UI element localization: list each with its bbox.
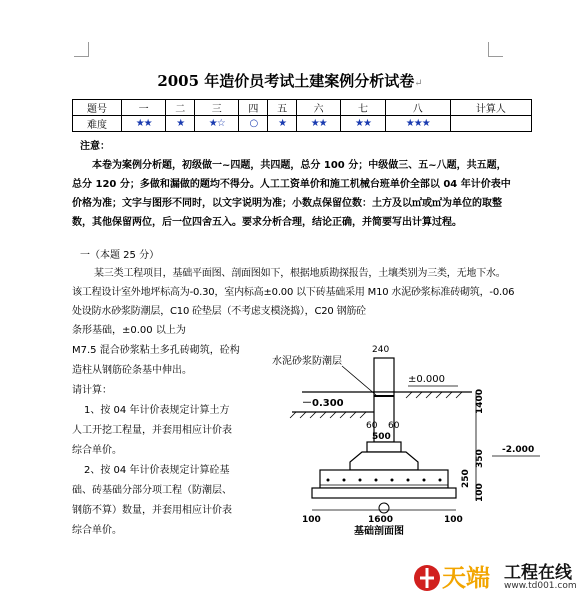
note-label: 注意：	[80, 141, 110, 152]
body-line: 综合单价。	[72, 525, 122, 536]
site-logo[interactable]	[412, 556, 580, 600]
diagram-caption: 基础剖面图	[354, 526, 404, 537]
table-cell: 五	[268, 100, 297, 116]
body-line: 人工开挖工程量，并套用相应计价表	[72, 425, 232, 436]
difficulty-table	[72, 99, 532, 132]
question-body-left	[72, 321, 272, 541]
note-line: 本卷为案例分析题，初级做一~四题，共四题，总分 100 分；中级做三、五~八题，共五题，	[92, 160, 507, 171]
title-text: 2005 年造价员考试土建案例分析试卷	[157, 72, 415, 90]
concrete-bedding	[312, 488, 456, 498]
document-title	[0, 70, 580, 91]
table-cell: 二	[166, 100, 195, 116]
dim-base: 1600	[368, 515, 394, 525]
page-corner-mark	[74, 42, 89, 57]
table-cell: 三	[195, 100, 239, 116]
page-corner-mark	[488, 42, 503, 57]
dim-step-a: 60	[366, 421, 378, 431]
body-line: 1、按 04 年计价表规定计算土方	[84, 405, 230, 416]
upper-wall	[374, 358, 394, 392]
star-rating: ★	[166, 116, 195, 132]
axis-marker	[379, 503, 389, 513]
star-rating: ○	[239, 116, 268, 132]
paragraph-mark: ↵	[414, 78, 423, 89]
table-cell: 七	[341, 100, 385, 116]
body-line: 请计算：	[72, 385, 112, 396]
star-rating: ★★	[341, 116, 385, 132]
logo-emblem-icon	[412, 558, 442, 598]
elevation-bottom: -2.000	[502, 445, 535, 455]
star-rating: ★★★	[385, 116, 450, 132]
foundation-section-diagram	[262, 340, 562, 537]
star-rating: ★	[268, 116, 297, 132]
elevation-outdoor: －0.300	[302, 398, 344, 409]
table-cell: 难度	[73, 116, 122, 132]
dim-v2: 350	[475, 449, 485, 468]
table-cell: 六	[297, 100, 341, 116]
dim-pier: 500	[372, 432, 391, 442]
note-line: 价格为准；文字与图形不同时，以文字说明为准；小数点保留位数：土方及以㎡或㎡为单位的取整	[72, 198, 502, 209]
elevation-zero: ±0.000	[408, 374, 446, 385]
dim-step-b: 60	[388, 421, 400, 431]
table-cell: 一	[122, 100, 166, 116]
dim-v4: 100	[475, 483, 485, 502]
note-line: 数，其他保留两位，后一位四舍五入。要求分析合理，结论正确，并简要写出计算过程。	[72, 217, 462, 228]
leader-line	[342, 366, 376, 395]
dim-top-width: 240	[372, 345, 390, 355]
table-cell: 题号	[73, 100, 122, 116]
body-line: 某三类工程项目，基础平面图、剖面图如下，根据地质勘探报告，土壤类别为三类，无地下水。	[94, 268, 506, 279]
logo-url: www.td001.com	[504, 581, 577, 591]
body-line: M7.5 混合砂浆粘土多孔砖砌筑，砼构	[72, 345, 240, 356]
body-line: 础、砖基础分部分项工程（防潮层、	[72, 485, 232, 496]
body-line: 条形基础，±0.00 以上为	[72, 325, 186, 336]
question-body	[72, 264, 542, 321]
body-line: 综合单价。	[72, 445, 122, 456]
star-rating: ★★	[122, 116, 166, 132]
star-rating: ★☆	[195, 116, 239, 132]
body-line: 该工程设计室外地坪标高为-0.30，室内标高±0.00 以下砖基础采用 M10 水泥砂浆标准砖砌筑，-0.06	[72, 287, 515, 298]
table-cell: 八	[385, 100, 450, 116]
dim-v3: 250	[461, 469, 471, 488]
concrete-footing	[350, 452, 418, 470]
star-rating: ★★	[297, 116, 341, 132]
body-line: 钢筋不算）数量，并套用相应计价表	[72, 505, 232, 516]
body-line: 造柱从钢筋砼条基中伸出。	[72, 365, 192, 376]
table-cell: 四	[239, 100, 268, 116]
table-cell: 计算人	[450, 100, 531, 116]
body-line: 处设防水砂浆防潮层，C10 砼垫层（不考虑支模浇捣），C20 钢筋砼	[72, 306, 366, 317]
question-heading: 一（本题 25 分）	[80, 250, 160, 261]
moisture-layer-label: 水泥砂浆防潮层	[272, 356, 342, 367]
brick-step	[367, 442, 401, 452]
note-block	[72, 137, 532, 232]
logo-name: 工程在线	[504, 563, 572, 583]
dim-right: 100	[444, 515, 463, 525]
body-line: 2、按 04 年计价表规定计算砼基	[84, 465, 230, 476]
table-header-row	[73, 100, 532, 116]
table-difficulty-row	[73, 116, 532, 132]
star-rating	[450, 116, 531, 132]
dim-left: 100	[302, 515, 321, 525]
dim-v1: 1400	[475, 388, 485, 414]
logo-mark: 天端	[442, 563, 490, 592]
note-line: 总分 120 分；多做和漏做的题均不得分。人工工资单价和施工机械台班单价全部以 04 年计价表中	[72, 179, 511, 190]
